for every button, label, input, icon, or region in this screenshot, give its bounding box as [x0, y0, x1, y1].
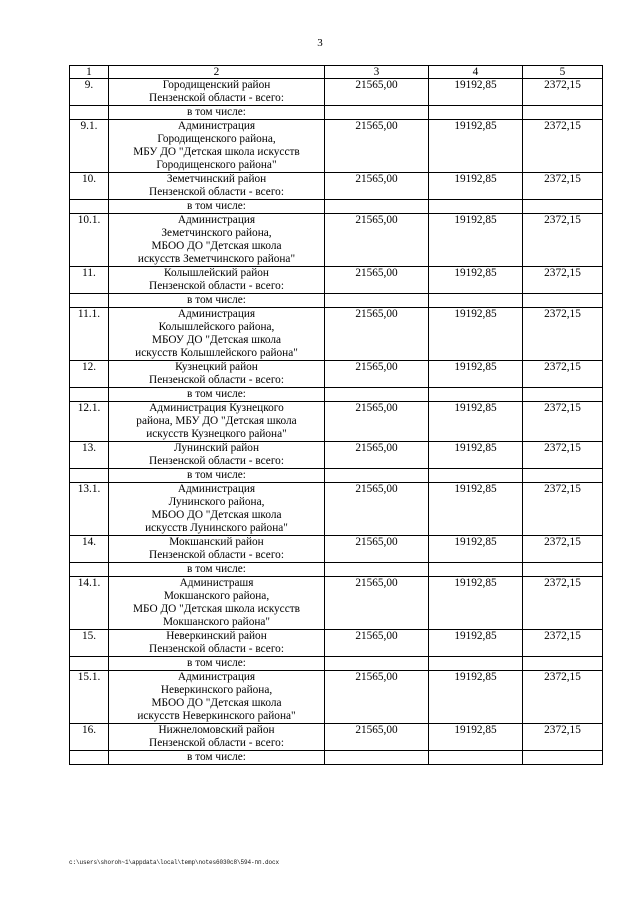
row-number-cell: 11.	[70, 267, 109, 294]
row-number-cell: 12.1.	[70, 402, 109, 442]
row-name-line: Земетчинского района,	[161, 227, 272, 239]
row-name-line: Мокшанский район	[169, 536, 264, 548]
regional-amount-cell: 2372,15	[523, 120, 603, 173]
row-name-line: Городищенский район	[162, 79, 271, 91]
federal-amount-cell: 19192,85	[429, 483, 523, 536]
total-amount-cell	[325, 469, 429, 483]
row-number-cell	[70, 657, 109, 671]
row-name-line: Администрашя	[179, 577, 254, 589]
total-amount-cell: 21565,00	[325, 308, 429, 361]
row-name-line: Администрация	[177, 671, 256, 683]
row-name-line: Администрация	[177, 214, 256, 226]
total-amount-cell: 21565,00	[325, 173, 429, 200]
row-name-line: искусств Кузнецкого района"	[146, 428, 287, 440]
row-number-cell	[70, 388, 109, 402]
table-row	[70, 577, 603, 630]
row-name-line: Пензенской области - всего:	[149, 643, 284, 655]
column-header: 3	[325, 66, 429, 79]
row-name-line: Городищенского района"	[156, 159, 277, 171]
row-name-line: Пензенской области - всего:	[149, 455, 284, 467]
row-name-cell	[109, 577, 325, 630]
row-name-cell	[109, 388, 325, 402]
table-row	[70, 536, 603, 563]
column-header: 5	[523, 66, 603, 79]
row-name-line: Земетчинский район	[166, 173, 267, 185]
regional-amount-cell: 2372,15	[523, 79, 603, 106]
federal-amount-cell	[429, 751, 523, 765]
table-row	[70, 120, 603, 173]
regional-amount-cell	[523, 657, 603, 671]
total-amount-cell	[325, 388, 429, 402]
row-name-cell	[109, 106, 325, 120]
row-name-line: в том числе:	[187, 106, 246, 118]
table-row	[70, 308, 603, 361]
regional-amount-cell	[523, 751, 603, 765]
row-name-line: Пензенской области - всего:	[149, 549, 284, 561]
regional-amount-cell: 2372,15	[523, 214, 603, 267]
table-row	[70, 294, 603, 308]
column-header: 1	[70, 66, 109, 79]
row-name-line: Лунинский район	[174, 442, 259, 454]
row-name-line: Пензенской области - всего:	[149, 186, 284, 198]
row-number-cell: 13.	[70, 442, 109, 469]
regional-amount-cell: 2372,15	[523, 361, 603, 388]
total-amount-cell: 21565,00	[325, 671, 429, 724]
federal-amount-cell: 19192,85	[429, 442, 523, 469]
total-amount-cell	[325, 751, 429, 765]
row-name-cell	[109, 308, 325, 361]
federal-amount-cell	[429, 657, 523, 671]
regional-amount-cell: 2372,15	[523, 308, 603, 361]
row-name-line: МБУ ДО "Детская школа искусств	[133, 146, 300, 158]
total-amount-cell: 21565,00	[325, 483, 429, 536]
regional-amount-cell: 2372,15	[523, 173, 603, 200]
regional-amount-cell: 2372,15	[523, 577, 603, 630]
regional-amount-cell	[523, 563, 603, 577]
table-header-row	[70, 66, 603, 79]
total-amount-cell: 21565,00	[325, 79, 429, 106]
total-amount-cell: 21565,00	[325, 267, 429, 294]
column-header: 4	[429, 66, 523, 79]
regional-amount-cell: 2372,15	[523, 630, 603, 657]
row-name-line: в том числе:	[187, 200, 246, 212]
regional-amount-cell: 2372,15	[523, 483, 603, 536]
row-name-line: Неверкинский район	[166, 630, 267, 642]
row-number-cell: 16.	[70, 724, 109, 751]
table-row	[70, 442, 603, 469]
row-name-cell	[109, 173, 325, 200]
total-amount-cell	[325, 294, 429, 308]
row-number-cell	[70, 106, 109, 120]
row-number-cell: 15.	[70, 630, 109, 657]
table-row	[70, 214, 603, 267]
row-name-line: искусств Неверкинского района"	[137, 710, 296, 722]
row-number-cell: 12.	[70, 361, 109, 388]
row-name-line: Пензенской области - всего:	[149, 737, 284, 749]
row-number-cell: 10.1.	[70, 214, 109, 267]
row-name-line: искусств Колышлейского района"	[135, 347, 298, 359]
regional-amount-cell: 2372,15	[523, 402, 603, 442]
row-name-line: в том числе:	[187, 563, 246, 575]
row-name-cell	[109, 563, 325, 577]
total-amount-cell: 21565,00	[325, 630, 429, 657]
row-number-cell: 15.1.	[70, 671, 109, 724]
row-number-cell: 14.1.	[70, 577, 109, 630]
total-amount-cell: 21565,00	[325, 442, 429, 469]
row-name-line: Колышлейский район	[164, 267, 269, 279]
total-amount-cell	[325, 106, 429, 120]
total-amount-cell: 21565,00	[325, 214, 429, 267]
row-number-cell: 9.1.	[70, 120, 109, 173]
row-name-line: Лунинского района,	[168, 496, 265, 508]
federal-amount-cell: 19192,85	[429, 173, 523, 200]
federal-amount-cell: 19192,85	[429, 671, 523, 724]
row-name-line: Городищенского района,	[157, 133, 276, 145]
row-number-cell	[70, 751, 109, 765]
regional-amount-cell	[523, 294, 603, 308]
federal-amount-cell	[429, 563, 523, 577]
total-amount-cell: 21565,00	[325, 361, 429, 388]
row-name-cell	[109, 79, 325, 106]
row-name-line: Колышлейского района,	[158, 321, 275, 333]
page-number: 3	[317, 37, 323, 49]
table-row	[70, 469, 603, 483]
row-name-cell	[109, 402, 325, 442]
regional-amount-cell	[523, 388, 603, 402]
row-name-cell	[109, 751, 325, 765]
total-amount-cell	[325, 657, 429, 671]
total-amount-cell: 21565,00	[325, 120, 429, 173]
row-name-line: Пензенской области - всего:	[149, 374, 284, 386]
table-row	[70, 657, 603, 671]
row-name-cell	[109, 657, 325, 671]
federal-amount-cell	[429, 106, 523, 120]
total-amount-cell: 21565,00	[325, 402, 429, 442]
federal-amount-cell	[429, 469, 523, 483]
table-row	[70, 751, 603, 765]
federal-amount-cell: 19192,85	[429, 577, 523, 630]
row-name-line: в том числе:	[187, 469, 246, 481]
row-name-line: Неверкинского района,	[160, 684, 273, 696]
federal-amount-cell	[429, 388, 523, 402]
table-row	[70, 388, 603, 402]
row-number-cell	[70, 469, 109, 483]
federal-amount-cell: 19192,85	[429, 214, 523, 267]
row-name-line: МБО ДО "Детская школа искусств	[133, 603, 300, 615]
row-number-cell	[70, 200, 109, 214]
row-number-cell: 13.1.	[70, 483, 109, 536]
table-row	[70, 630, 603, 657]
regional-amount-cell	[523, 106, 603, 120]
row-name-cell	[109, 536, 325, 563]
federal-amount-cell: 19192,85	[429, 308, 523, 361]
file-path-footer: c:\users\shoroh~1\appdata\local\temp\notes6030c8\594-пп.docx	[69, 859, 280, 866]
row-name-cell	[109, 469, 325, 483]
row-number-cell	[70, 563, 109, 577]
row-name-line: в том числе:	[187, 388, 246, 400]
federal-amount-cell	[429, 294, 523, 308]
regional-amount-cell: 2372,15	[523, 671, 603, 724]
row-number-cell	[70, 294, 109, 308]
table-row	[70, 173, 603, 200]
allocation-table	[69, 65, 603, 765]
row-name-line: МБОО ДО "Детская школа	[151, 240, 282, 252]
row-name-line: МБОО ДО "Детская школа	[151, 509, 282, 521]
row-name-line: в том числе:	[187, 657, 246, 669]
row-number-cell: 10.	[70, 173, 109, 200]
row-name-cell	[109, 724, 325, 751]
federal-amount-cell: 19192,85	[429, 361, 523, 388]
row-name-line: Администрация	[177, 120, 256, 132]
table-row	[70, 724, 603, 751]
row-name-cell	[109, 630, 325, 657]
total-amount-cell: 21565,00	[325, 536, 429, 563]
row-number-cell: 9.	[70, 79, 109, 106]
row-name-cell	[109, 214, 325, 267]
row-name-line: в том числе:	[187, 751, 246, 763]
row-name-line: района, МБУ ДО "Детская школа	[136, 415, 297, 427]
row-name-line: МБОО ДО "Детская школа	[151, 697, 282, 709]
federal-amount-cell: 19192,85	[429, 724, 523, 751]
federal-amount-cell: 19192,85	[429, 402, 523, 442]
row-name-cell	[109, 267, 325, 294]
regional-amount-cell: 2372,15	[523, 724, 603, 751]
row-name-cell	[109, 294, 325, 308]
row-name-line: искусств Земетчинского района"	[137, 253, 296, 265]
table-row	[70, 402, 603, 442]
row-number-cell: 11.1.	[70, 308, 109, 361]
row-name-line: Нижнеломовский район	[158, 724, 275, 736]
total-amount-cell	[325, 200, 429, 214]
row-name-line: Пензенской области - всего:	[149, 92, 284, 104]
regional-amount-cell: 2372,15	[523, 267, 603, 294]
table-row	[70, 267, 603, 294]
row-name-line: Мокшанского района,	[163, 590, 270, 602]
column-header: 2	[109, 66, 325, 79]
row-name-line: Мокшанского района"	[162, 616, 271, 628]
table-row	[70, 671, 603, 724]
total-amount-cell: 21565,00	[325, 577, 429, 630]
regional-amount-cell: 2372,15	[523, 536, 603, 563]
table-row	[70, 79, 603, 106]
total-amount-cell: 21565,00	[325, 724, 429, 751]
federal-amount-cell	[429, 200, 523, 214]
regional-amount-cell	[523, 469, 603, 483]
row-name-line: Администрация	[177, 483, 256, 495]
row-name-cell	[109, 120, 325, 173]
table-row	[70, 563, 603, 577]
row-name-line: в том числе:	[187, 294, 246, 306]
row-name-cell	[109, 442, 325, 469]
row-name-line: Администрация	[177, 308, 256, 320]
federal-amount-cell: 19192,85	[429, 630, 523, 657]
row-number-cell: 14.	[70, 536, 109, 563]
federal-amount-cell: 19192,85	[429, 79, 523, 106]
row-name-cell	[109, 200, 325, 214]
row-name-line: Кузнецкий район	[175, 361, 258, 373]
table-row	[70, 483, 603, 536]
row-name-line: Пензенской области - всего:	[149, 280, 284, 292]
table-row	[70, 106, 603, 120]
total-amount-cell	[325, 563, 429, 577]
row-name-line: МБОУ ДО "Детская школа	[151, 334, 282, 346]
row-name-cell	[109, 483, 325, 536]
federal-amount-cell: 19192,85	[429, 536, 523, 563]
federal-amount-cell: 19192,85	[429, 267, 523, 294]
federal-amount-cell: 19192,85	[429, 120, 523, 173]
table-row	[70, 361, 603, 388]
table-row	[70, 200, 603, 214]
regional-amount-cell: 2372,15	[523, 442, 603, 469]
row-name-line: искусств Лунинского района"	[145, 522, 288, 534]
row-name-line: Администрация Кузнецкого	[149, 402, 284, 414]
row-name-cell	[109, 671, 325, 724]
regional-amount-cell	[523, 200, 603, 214]
row-name-cell	[109, 361, 325, 388]
